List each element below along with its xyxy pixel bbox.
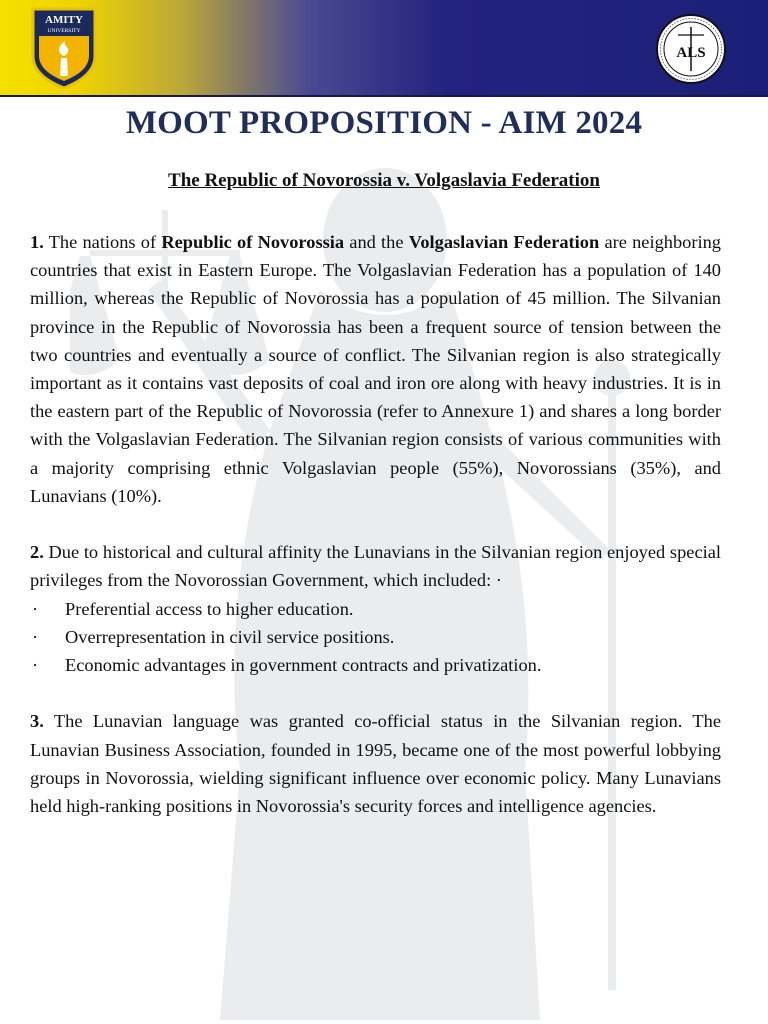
- paragraph-3: [30, 707, 721, 820]
- als-seal-icon: [654, 13, 728, 85]
- list-item-text: Overrepresentation in civil service positions.: [65, 626, 395, 647]
- header-band: [0, 0, 768, 95]
- amity-torch-crest-icon: [30, 6, 98, 90]
- paragraph-text: are neighboring countries that exist in Eastern Europe. The Volgaslavian Federation has a population of 140 million, whereas the Republic of Novorossia has a population of 45 million. The Silvanian province in the Republic of Novorossia has been a frequent source of tension between the two countries and eventually a source of conflict. The Silvanian region is also strategically important as it contains vast deposits of coal and iron ore along with heavy industries. It is in the eastern part of the Republic of Novorossia (refer to Annexure 1) and shares a long border with the Volgaslavian Federation. The Silvanian region consists of various communities with a majority comprising ethnic Volgaslavian people (55%), Novorossians (35%), and Lunavians (10%).: [30, 232, 721, 506]
- list-item-text: Economic advantages in government contracts and privatization.: [65, 655, 542, 676]
- list-item: [30, 623, 721, 651]
- paragraph-text: The Lunavian language was granted co-official status in the Silvanian region. The Lunavian Business Association, founded in 1995, became one of the most powerful lobbying groups in Novorossia, wielding significant influence over economic policy. Many Lunavians held high-ranking positions in Novorossia's security forces and intelligence agencies.: [30, 711, 721, 817]
- als-monogram: ALS: [676, 45, 706, 61]
- document-body: [30, 228, 721, 848]
- bullet-marker: ·: [32, 626, 39, 647]
- amity-logo-subtext: UNIVERSITY: [47, 28, 81, 34]
- paragraph-number: 3.: [30, 711, 44, 732]
- paragraph-text: and the: [344, 232, 409, 252]
- privileges-list: [30, 595, 721, 680]
- paragraph-number: 1.: [30, 232, 44, 252]
- amity-logo-text: AMITY: [45, 14, 83, 26]
- party-name: Volgaslavian Federation: [408, 232, 600, 252]
- paragraph-2: [30, 538, 721, 594]
- paragraph-text: Due to historical and cultural affinity the Lunavians in the Silvanian region enjoyed special privileges from the Novorossian Government, which included: ·: [30, 542, 721, 591]
- party-name: Republic of Novorossia: [161, 232, 345, 252]
- list-item-text: Preferential access to higher education.: [65, 598, 354, 619]
- list-item: [30, 595, 721, 623]
- case-title: The Republic of Novorossia v. Volgaslavia Federation: [168, 170, 600, 191]
- paragraph-number: 2.: [30, 542, 44, 563]
- bullet-marker: ·: [32, 655, 39, 676]
- list-item: [30, 651, 721, 679]
- paragraph-1: [30, 228, 721, 510]
- bullet-marker: ·: [32, 598, 39, 619]
- header-divider: [0, 95, 768, 97]
- page-title: MOOT PROPOSITION - AIM 2024: [125, 105, 643, 141]
- paragraph-text: The nations of: [43, 232, 162, 252]
